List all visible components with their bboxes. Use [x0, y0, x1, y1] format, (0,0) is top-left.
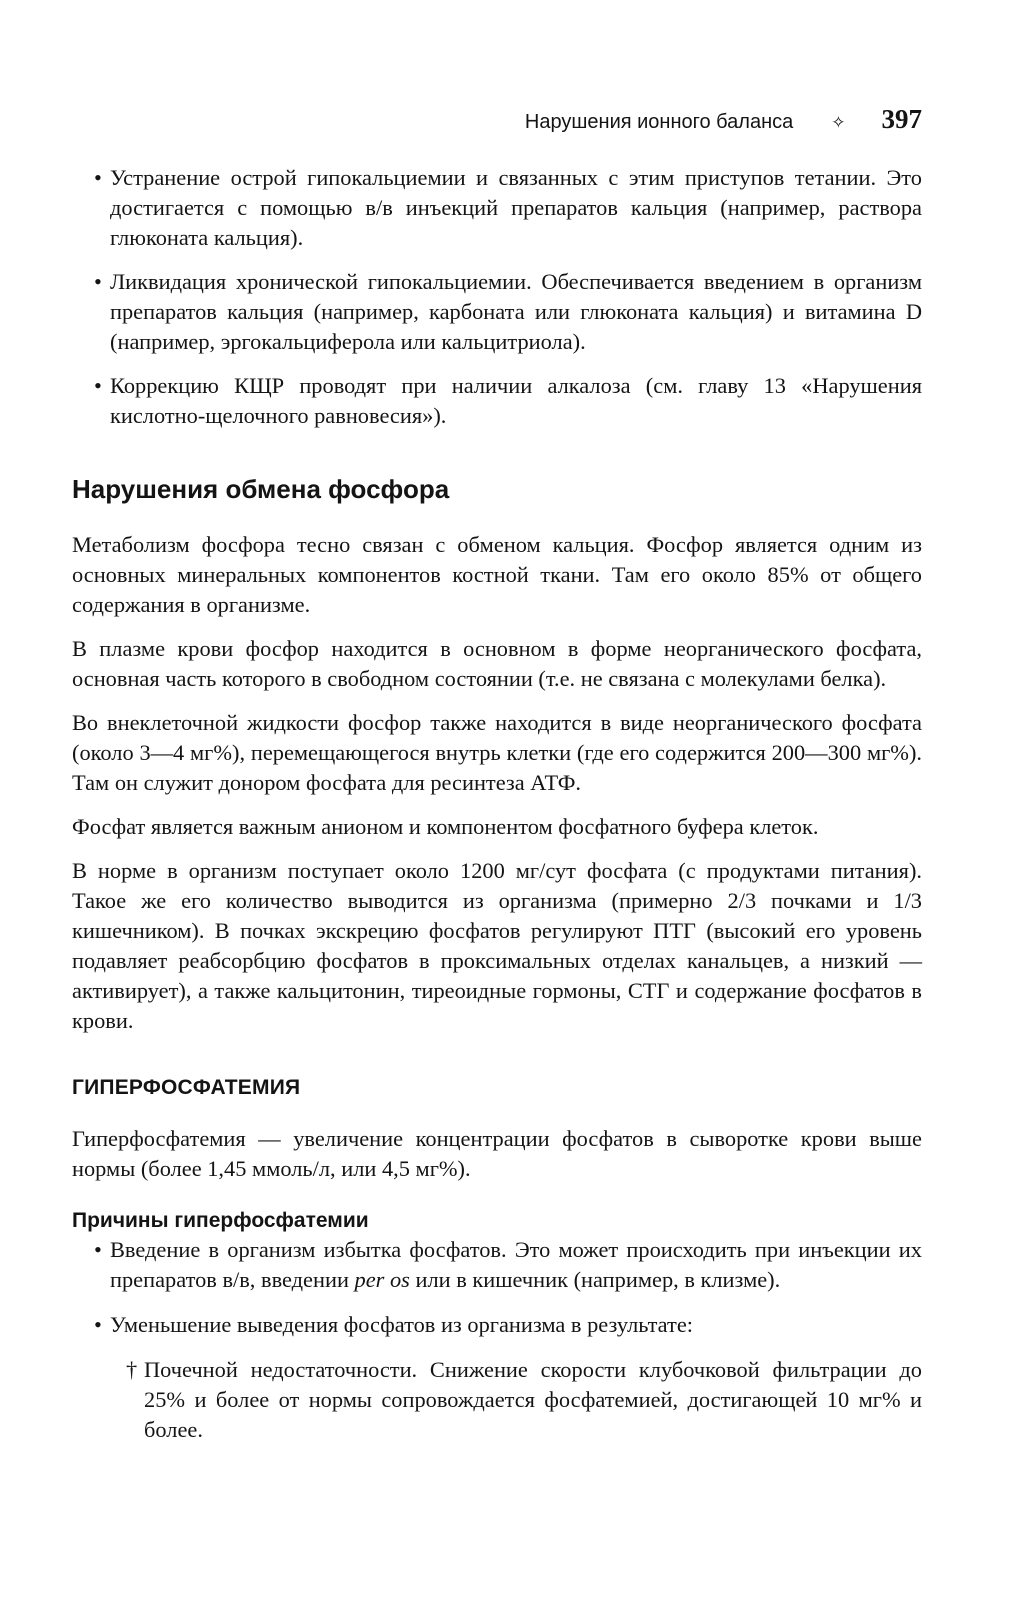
paragraph: Во внеклеточной жидкости фосфор также находится в виде неорганического фосфата (около 3—4 мг%), перемещающегося внутрь клетки (где его содержится 200—300 мг%). Там он служит донором фосфата для ресинтеза АТФ. — [72, 710, 922, 795]
definition-paragraph: Гиперфосфатемия — увеличение концентрации фосфатов в сыворотке крови выше нормы (более 1,45 ммоль/л, или 4,5 мг%). — [72, 1126, 922, 1181]
diamond-icon: ✧ — [831, 113, 846, 133]
causes-heading: Причины гиперфосфатемии — [72, 1209, 369, 1232]
running-header — [70, 104, 922, 138]
paragraph: В норме в организм поступает около 1200 мг/сут фосфата (с продуктами питания). Такое же его количество выводится из организма (примерно 2/3 почками и 1/3 кишечником). В почках экскрецию фосфатов регулируют ПТГ (высокий его уровень подавляет реабсорбцию фосфатов в проксимальных отделах канальцев, а низкий — активирует), а также кальцитонин, тиреоидные гормоны, СТГ и содержание фосфатов в крови. — [72, 858, 922, 1033]
list-item: • Коррекцию КЩР проводят при наличии алкалоза (см. главу 13 «Нарушения кислотно-щелочного равновесия»). — [72, 371, 922, 431]
running-header-title: Нарушения ионного баланса — [524, 111, 794, 133]
list-item: † Почечной недостаточности. Снижение скорости клубочковой фильтрации до 25% и более от нормы сопровождается фосфатемией, достигающей 10 мг% и более. — [72, 1355, 922, 1445]
list-item: • Устранение острой гипокальциемии и связанных с этим приступов тетании. Это достигается с помощью в/в инъекций препаратов кальция (например, раствора глюконата кальция). — [72, 163, 922, 253]
latin-term: per os — [354, 1267, 410, 1292]
cause-text: или в кишечник (например, в клизме). — [409, 1267, 781, 1292]
cause-text: Введение в организм избытка фосфатов. Это может происходить при инъекции их препаратов в/в, введении — [110, 1237, 922, 1292]
list-item: • Уменьшение выведения фосфатов из организма в результате: — [72, 1310, 922, 1340]
paragraph: Фосфат является важным анионом и компонентом фосфатного буфера клеток. — [72, 814, 819, 839]
causes-list — [72, 1235, 922, 1340]
paragraph: Метаболизм фосфора тесно связан с обменом кальция. Фосфор является одним из основных минеральных компонентов костной ткани. Там его около 85% от общего содержания в организме. — [72, 532, 922, 617]
page-content — [72, 163, 922, 1445]
page-number: 397 — [881, 104, 922, 134]
subsection-heading: ГИПЕРФОСФАТЕМИЯ — [72, 1076, 301, 1099]
treatment-list — [72, 163, 922, 431]
list-item: • Ликвидация хронической гипокальциемии. Обеспечивается введением в организм препаратов кальция (например, карбоната или глюконата кальция) и витамина D (например, эргокальциферола или кальцитриола). — [72, 267, 922, 357]
section-heading: Нарушения обмена фосфора — [72, 474, 450, 504]
list-item — [72, 1235, 922, 1295]
subcauses-list — [72, 1355, 922, 1445]
paragraph: В плазме крови фосфор находится в основном в форме неорганического фосфата, основная часть которого в свободном состоянии (т.е. не связана с молекулами белка). — [72, 636, 922, 691]
